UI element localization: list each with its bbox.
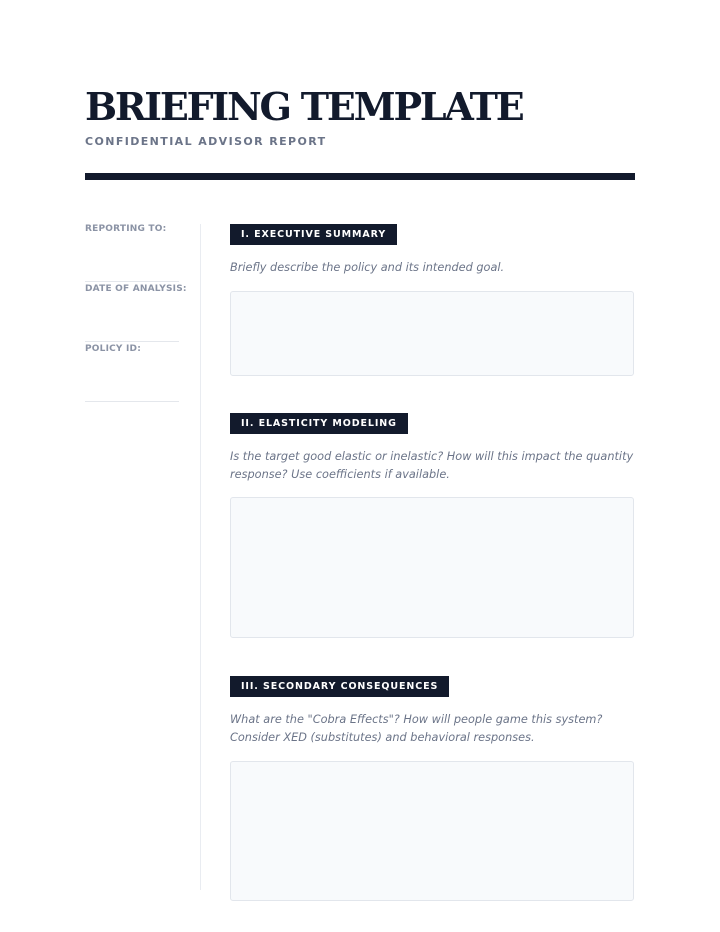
metadata-sidebar: [85, 222, 187, 402]
date-of-analysis-label: DATE OF ANALYSIS:: [85, 284, 187, 294]
document-title: BRIEFING TEMPLATE: [85, 84, 523, 129]
section-prompt-elasticity-modeling: Is the target good elastic or inelastic? How will this impact the quantity response? Use coefficients if available.: [230, 450, 634, 481]
column-divider: [200, 224, 201, 890]
document-subtitle: CONFIDENTIAL ADVISOR REPORT: [85, 135, 327, 148]
elasticity-modeling-input[interactable]: [230, 497, 634, 638]
header-rule: [85, 173, 635, 180]
section-prompt-secondary-consequences: What are the "Cobra Effects"? How will people game this system? Consider XED (substitutes) and behavioral responses.: [230, 713, 603, 744]
date-of-analysis-field[interactable]: [85, 282, 187, 342]
policy-id-label: POLICY ID:: [85, 344, 142, 354]
secondary-consequences-input[interactable]: [230, 761, 634, 901]
executive-summary-input[interactable]: [230, 291, 634, 376]
section-heading-secondary-consequences: III. SECONDARY CONSEQUENCES: [230, 676, 449, 697]
section-prompt-executive-summary: Briefly describe the policy and its intended goal.: [230, 261, 505, 274]
section-heading-elasticity-modeling: II. ELASTICITY MODELING: [230, 413, 408, 434]
reporting-to-field[interactable]: [85, 222, 179, 282]
briefing-document: [85, 0, 635, 932]
policy-id-field[interactable]: [85, 342, 179, 402]
section-heading-executive-summary: I. EXECUTIVE SUMMARY: [230, 224, 397, 245]
reporting-to-label: REPORTING TO:: [85, 224, 167, 234]
